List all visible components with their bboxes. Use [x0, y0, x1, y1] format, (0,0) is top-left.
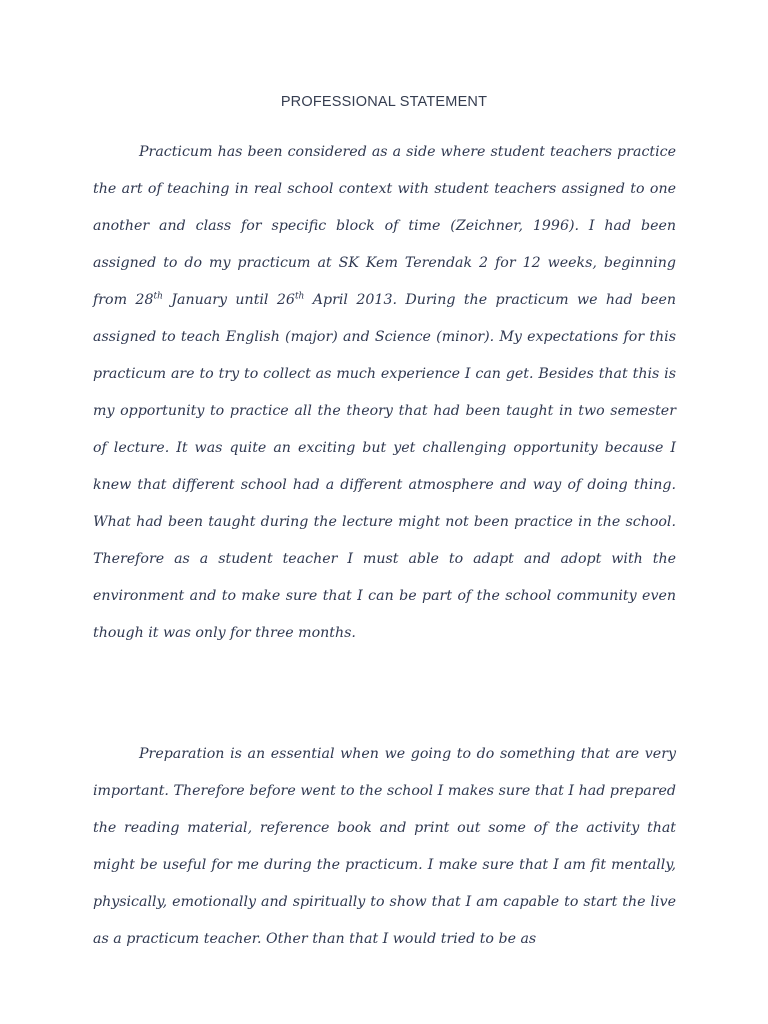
paragraph-text: Preparation is an essential when we going to do something that are very important. Therefore before went to the school I makes sure that I had prepared the reading material, reference book and print out some of the activity that might be useful for me during the practicum. I make sure that I am fit mentally, physically, emotionally and spiritually to show that I am capable to start the live as a practicum teacher. Other than that I would tried to be as [93, 746, 676, 947]
superscript-ordinal: th [153, 291, 163, 302]
paragraph-text: Practicum has been considered as a side where student teachers practice the art of teaching in real school context with student teachers assigned to one another and class for specific block of time (Zeichner, 1996). I had been assigned to do my practicum at SK Kem Terendak 2 for 12 weeks, beginning from 28 [93, 144, 676, 308]
document-title: PROFESSIONAL STATEMENT [280, 94, 488, 110]
superscript-ordinal: th [294, 291, 305, 302]
paragraph-text: January until 26 [162, 292, 295, 308]
paragraph-text: April 2013. During the practicum we had been assigned to teach English (major) and Science (minor). My expectations for this practicum are to try to collect as much experience I can get. Besides that this is my opportunity to practice all the theory that had been taught in two semester of lecture. It was quite an exciting but yet challenging opportunity because I knew that different school had a different atmosphere and way of doing thing. What had been taught during the lecture might not been practice in the school. Therefore as a student teacher I must able to adapt and adopt with the environment and to make sure that I can be part of the school community even though it was only for three months. [93, 292, 676, 641]
paragraph [93, 736, 676, 958]
paragraph [93, 134, 676, 652]
